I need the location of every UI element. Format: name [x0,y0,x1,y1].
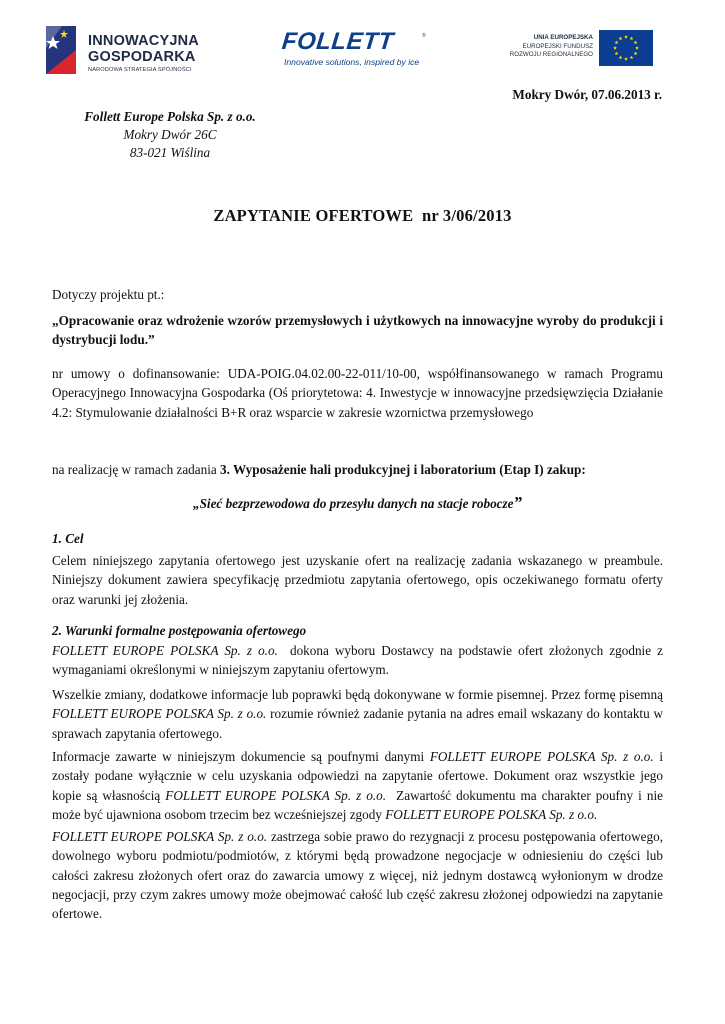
paragraph-text: i zostały podane wyłącznie w celu uzyskania odpowiedzi na zapytanie ofertowe. Dokument oraz wszystkie jego kopie są własnością [52,749,663,803]
company-name: FOLLETT EUROPE POLSKA Sp. z o.o. [385,806,598,822]
paragraph-text: rozumie również zadanie pytania na adres email wskazany do kontaktu w sprawach zapytania ofertowego. [52,706,663,741]
paragraph-text: zastrzega sobie prawo do rezygnacji z procesu postępowania ofertowego, dowolnego wyboru podmiotu/podmiotów, z którymi będą prowadzone negocjacje w odniesieniu do części lub całości zakresu złożonych ofert oraz do zawarcia umowy z więcej, niż jednym dostawcą wyłonionym w drodze negocjacji, przy czym zakres umowy może obejmować całość lub część zakresu złożonej odpowiedzi na zapytanie ofertowe. [52,829,663,922]
section-1-heading: 1. Cel [52,531,84,546]
eu-logo-line3: ROZWOJU REGIONALNEGO [509,51,593,59]
eu-logo-text [510,34,593,60]
section-1-body: Celem niniejszego zapytania ofertowego jest uzyskanie ofert na realizację zadania wskazanego w preambule. Niniejszy dokument zawiera specyfikację przedmiotu zapytania ofertowego, opis oczekiwanego formatu oferty oraz warunki jej złożenia. [52,553,663,607]
purchase-subject [52,493,663,513]
innowacyjna-gospodarka-logo [44,24,214,76]
project-intro: Dotyczy projektu pt.: [52,287,165,302]
section-2-paragraph-4 [52,827,663,923]
follett-wordmark: FOLLETT [280,28,395,55]
eu-flag-icon [599,30,653,66]
sender-company: Follett Europe Polska Sp. z o.o. [84,109,256,124]
ig-logo-line3: NARODOWA STRATEGIA SPÓJNOŚCI [88,67,192,73]
eu-logo-line1: UNIA EUROPEJSKA [533,34,593,41]
section-2-paragraph-3 [52,747,667,824]
page-title: ZAPYTANIE OFERTOWE nr 3/06/2013 [213,206,512,225]
contract-text: nr umowy o dofinansowanie: UDA-POIG.04.02.00-22-011/10-00, współfinansowanego w ramach Programu Operacyjnego Innowacyjna Gospodarka (Oś priorytetowa: 4. Inwestycje w innowacyjne przedsięwzięcia Działanie 4.2: Stymulowanie działalności B+R oraz wsparcie w zakresie wzornictwa przemysłowego [52,366,663,420]
task-name: 3. Wyposażenie hali produkcyjnej i laboratorium (Etap I) [220,462,544,477]
company-name: FOLLETT EUROPE POLSKA Sp. z o.o. [52,706,267,722]
company-name: FOLLETT EUROPE POLSKA Sp. z o.o. [429,749,654,764]
ig-emblem-icon [44,24,78,76]
task-suffix: zakup: [543,462,586,477]
section-2-paragraph-1 [52,641,667,680]
company-name: FOLLETT EUROPE POLSKA Sp. z o.o. [52,829,268,844]
task-prefix: na realizację w ramach zadania [52,462,221,477]
project-title: „Opracowanie oraz wdrożenie wzorów przemysłowych i użytkowych na innowacyjne wyroby do produkcji i dystrybucji lodu.” [52,313,663,348]
company-name: FOLLETT EUROPE POLSKA Sp. z o.o. [52,643,278,658]
sender-address [80,108,260,162]
paragraph-text: Wszelkie zmiany, dodatkowe informacje lub poprawki będą dokonywane w formie pisemnej. Przez formę pisemną [52,687,663,702]
company-name: FOLLETT EUROPE POLSKA Sp. z o.o. [165,787,387,803]
sender-street: Mokry Dwór 26C [123,127,217,142]
paragraph-text: Zawartość dokumentu ma charakter poufny i nie może być ujawniona osobom trzecim bez wcześniejszej zgody [52,787,667,822]
ig-logo-line1: INNOWACYJNA [88,33,199,49]
section-2-paragraph-2 [52,685,663,743]
ig-logo-line2: GOSPODARKA [88,49,196,65]
purchase-subject-close: ” [513,493,523,512]
eu-logo [500,30,653,66]
registered-mark-icon: ® [422,33,426,39]
follett-logo [282,30,427,70]
paragraph-text: Informacje zawarte w niniejszym dokumencie są poufnymi danymi [52,749,430,764]
section-2-heading: 2. Warunki formalne postępowania ofertowego [52,623,307,638]
purchase-subject-text: „Sieć bezprzewodowa do przesyłu danych na stacje robocze [192,496,514,511]
follett-slogan: Innovative solutions, inspired by ice [284,57,420,67]
paragraph-text: dokona wyboru Dostawcy na podstawie ofert złożonych zgodnie z wymaganiami określonymi w niniejszym zapytaniu ofertowym. [52,643,667,678]
sender-city: 83-021 Wiślina [129,145,211,160]
task-line [52,460,663,479]
eu-logo-line2: EUROPEJSKI FUNDUSZ [522,42,593,50]
document-date: Mokry Dwór, 07.06.2013 r. [512,87,662,102]
